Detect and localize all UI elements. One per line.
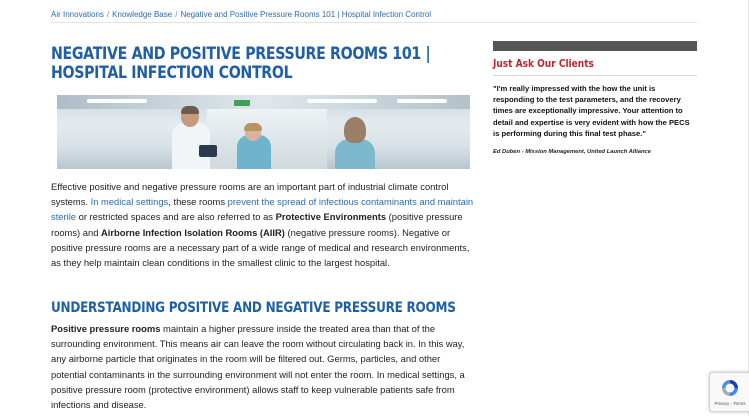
bold-positive-pressure-rooms: Positive pressure rooms bbox=[51, 323, 161, 334]
sidebar-bar bbox=[493, 41, 697, 51]
nurse-hair bbox=[244, 123, 262, 131]
breadcrumb-divider bbox=[51, 22, 697, 23]
hero-ceiling-light bbox=[397, 99, 447, 103]
section-text: maintain a higher pressure inside the treated area than that of the surrounding environment. This means air can leave the room without circulating back in. In this way, any airborne particle that originates in the room will be filtered out. Germs, particles, and other potential contaminants in the surrounding environment will not enter the room. In medical settings, a positive pressure room (protective environment) allows staff to keep vulnerable patients safe from infections and disease. bbox=[51, 323, 465, 411]
intro-text: (positive pressure rooms) and bbox=[51, 211, 463, 238]
breadcrumb-separator: / bbox=[175, 10, 178, 19]
hero-image bbox=[57, 95, 470, 169]
recaptcha-icon bbox=[720, 378, 740, 398]
breadcrumb-link-current[interactable]: Negative and Positive Pressure Rooms 101 | Hospital Infection Control bbox=[180, 10, 432, 19]
intro-text: , these rooms bbox=[168, 196, 228, 208]
breadcrumb-link-knowledge-base[interactable]: Knowledge Base bbox=[112, 10, 173, 19]
link-medical-settings[interactable]: In medical settings bbox=[90, 196, 169, 208]
exit-sign-icon bbox=[234, 100, 250, 106]
breadcrumb-link-home[interactable]: Air Innovations bbox=[51, 10, 104, 19]
sidebar bbox=[493, 41, 697, 155]
section-paragraph bbox=[51, 321, 475, 412]
recaptcha-badge[interactable] bbox=[709, 372, 749, 412]
testimonial-quote: "I'm really impressed with the how the unit is responding to the test parameters, and the recovery times are exceptionally impressive. Your attention to detail and expertise is very evident with how the PECS is performing during this final test phase." bbox=[493, 84, 690, 138]
page-title: NEGATIVE AND POSITIVE PRESSURE ROOMS 101 | HOSPITAL INFECTION CONTROL bbox=[51, 44, 431, 82]
breadcrumb-separator: / bbox=[106, 10, 110, 19]
testimonial-citation: Ed Duben - Mission Management, United Launch Alliance bbox=[493, 149, 651, 156]
article bbox=[51, 44, 475, 411]
link-prevent-spread[interactable]: prevent the spread of infectious contaminants and maintain sterile bbox=[51, 196, 474, 223]
sidebar-heading: Just Ask Our Clients bbox=[493, 58, 594, 70]
sidebar-divider bbox=[493, 75, 697, 76]
recaptcha-terms[interactable]: Privacy - Terms bbox=[714, 401, 746, 406]
breadcrumb bbox=[51, 10, 431, 19]
hero-ceiling-light bbox=[307, 99, 377, 103]
intro-text: (negative pressure rooms). Negative or positive pressure rooms are a necessary part of a wide range of medical and research environments, as they help maintain clean conditions in the smallest clinic to the largest hospital. bbox=[51, 226, 470, 269]
hero-ceiling-light bbox=[87, 99, 147, 103]
doctor-hair bbox=[181, 106, 199, 114]
tablet-icon bbox=[199, 145, 217, 157]
intro-text: or restricted spaces and are also referred to as bbox=[76, 211, 276, 223]
section-heading: UNDERSTANDING POSITIVE AND NEGATIVE PRESSURE ROOMS bbox=[51, 300, 456, 316]
nurse-back-figure bbox=[335, 139, 375, 169]
bold-aiir: Airborne Infection Isolation Rooms (AIIR) bbox=[101, 226, 285, 238]
bold-protective-environments: Protective Environments bbox=[275, 211, 387, 223]
intro-paragraph bbox=[51, 179, 475, 270]
intro-text: Effective positive and negative pressure rooms are an important part of industrial climate control systems. bbox=[51, 181, 449, 208]
nurse-back-head bbox=[344, 117, 366, 143]
